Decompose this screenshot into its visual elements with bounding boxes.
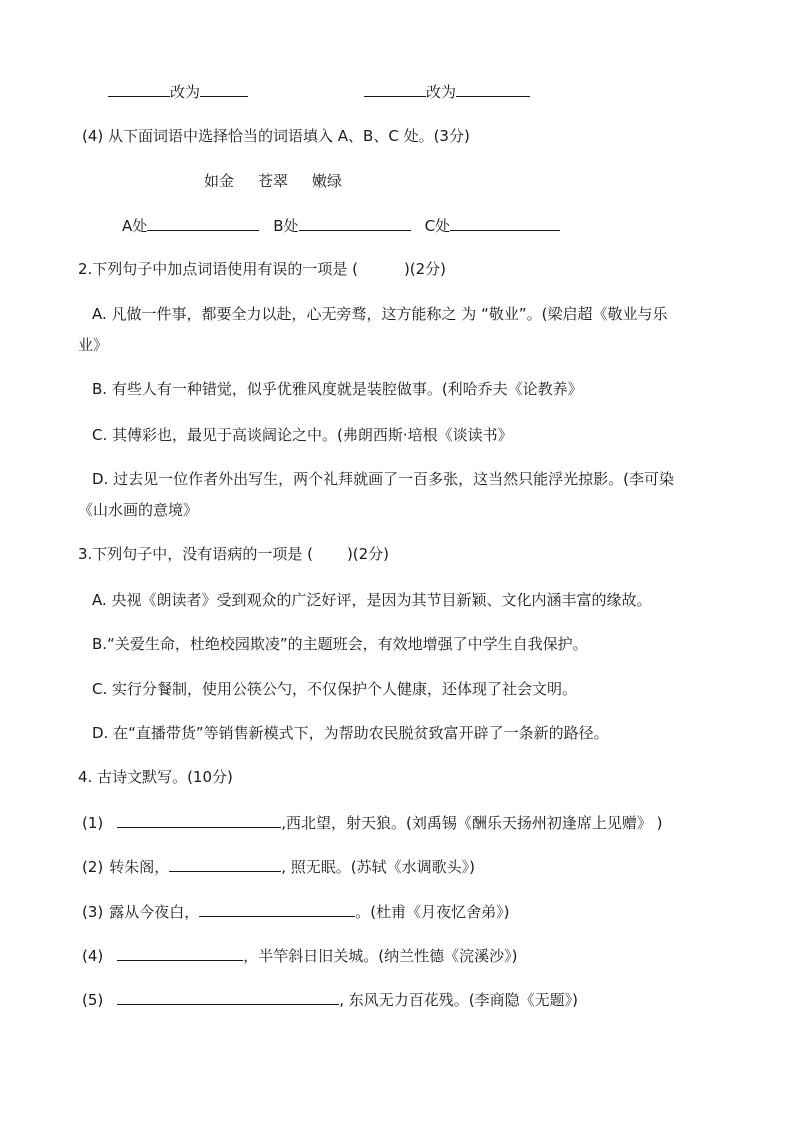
item-text: 转朱阁， bbox=[109, 858, 170, 876]
q2-option-a-cont: 业》 bbox=[78, 336, 109, 354]
change-to-row-2 bbox=[364, 82, 530, 102]
answer-blank[interactable] bbox=[200, 82, 248, 97]
item-number: (3) bbox=[82, 903, 104, 921]
answer-blank[interactable] bbox=[364, 82, 426, 97]
answer-blank[interactable] bbox=[299, 216, 411, 231]
recitation-item-5 bbox=[82, 990, 578, 1010]
sub-question-4: (4) 从下面词语中选择恰当的词语填入 A、B、C 处。(3分) bbox=[82, 127, 470, 145]
answer-blank[interactable] bbox=[147, 216, 259, 231]
q2-option-b[interactable]: B. 有些人有一种错觉，似乎优雅风度就是装腔做事。(利哈乔夫《论教养》 bbox=[92, 380, 583, 398]
answer-blank[interactable] bbox=[450, 216, 560, 231]
q2-option-c[interactable]: C. 其傅彩也，最见于高谈阔论之中。(弗朗西斯·培根《谈读书》 bbox=[92, 426, 513, 444]
q3-option-a[interactable]: A. 央视《朗读者》受到观众的广泛好评，是因为其节目新颖、文化内涵丰富的缘故。 bbox=[92, 591, 652, 609]
slot-label-a: A处 bbox=[122, 217, 148, 235]
q3-option-c[interactable]: C. 实行分餐制，使用公筷公勺，不仅保护个人健康，还体现了社会文明。 bbox=[92, 680, 578, 698]
q3-option-d[interactable]: D. 在“直播带货”等销售新模式下，为帮助农民脱贫致富开辟了一条新的路径。 bbox=[92, 724, 609, 742]
slot-label-b: B处 bbox=[273, 217, 299, 235]
item-text: ，半竿斜日旧关城。(纳兰性德《浣溪沙》) bbox=[243, 947, 518, 965]
word-choice: 如金 bbox=[204, 172, 235, 190]
change-to-label-1: 改为 bbox=[170, 83, 201, 101]
word-choices bbox=[204, 171, 342, 191]
question-stem-text: 2.下列句子中加点词语使用有误的一项是 ( bbox=[78, 260, 358, 278]
change-to-row bbox=[108, 82, 248, 102]
q2-option-a[interactable]: A. 凡做一件事，都要全力以赴，心无旁骛，这方能称之 为 “敬业”。(梁启超《敬业与乐 bbox=[92, 305, 668, 323]
answer-blank[interactable] bbox=[199, 902, 355, 917]
slot-row bbox=[122, 216, 560, 236]
slot-label-c: C处 bbox=[424, 217, 451, 235]
recitation-item-3 bbox=[82, 902, 509, 922]
question-3-stem bbox=[78, 544, 389, 564]
question-4-stem: 4. 古诗文默写。(10分) bbox=[78, 768, 233, 786]
recitation-item-2 bbox=[82, 857, 475, 877]
q3-option-b[interactable]: B.“关爱生命，杜绝校园欺凌”的主题班会，有效地增强了中学生自我保护。 bbox=[92, 635, 588, 653]
q2-option-d-cont: 《山水画的意境》 bbox=[78, 501, 199, 519]
item-number: (1) bbox=[82, 814, 104, 832]
item-text: , 照无眠。(苏轼《水调歌头》) bbox=[281, 858, 476, 876]
answer-blank[interactable] bbox=[169, 857, 281, 872]
recitation-item-4 bbox=[82, 946, 517, 966]
item-text: ,西北望，射天狼。(刘禹锡《酬乐天扬州初逢席上见赠》 ) bbox=[281, 814, 663, 832]
answer-blank[interactable] bbox=[108, 82, 170, 97]
item-text: , 东风无力百花残。(李商隐《无题》) bbox=[339, 991, 578, 1009]
item-number: (2) bbox=[82, 858, 104, 876]
answer-blank[interactable] bbox=[117, 946, 243, 961]
question-2-stem bbox=[78, 259, 446, 279]
answer-blank[interactable] bbox=[117, 990, 339, 1005]
change-to-label-2: 改为 bbox=[426, 83, 457, 101]
item-number: (5) bbox=[82, 991, 104, 1009]
item-number: (4) bbox=[82, 947, 104, 965]
answer-blank[interactable] bbox=[456, 82, 530, 97]
word-choice: 嫩绿 bbox=[312, 172, 343, 190]
item-text: 。(杜甫《月夜忆舍弟》) bbox=[355, 903, 510, 921]
recitation-item-1 bbox=[82, 813, 663, 833]
word-choice: 苍翠 bbox=[258, 172, 289, 190]
question-points: )(2分) bbox=[346, 545, 390, 563]
item-text: 露从今夜白， bbox=[109, 903, 200, 921]
q2-option-d[interactable]: D. 过去见一位作者外出写生，两个礼拜就画了一百多张，这当然只能浮光掠影。(李可染 bbox=[92, 470, 674, 488]
question-points: )(2分) bbox=[403, 260, 447, 278]
answer-blank[interactable] bbox=[117, 813, 281, 828]
question-stem-text: 3.下列句子中，没有语病的一项是 ( bbox=[78, 545, 313, 563]
